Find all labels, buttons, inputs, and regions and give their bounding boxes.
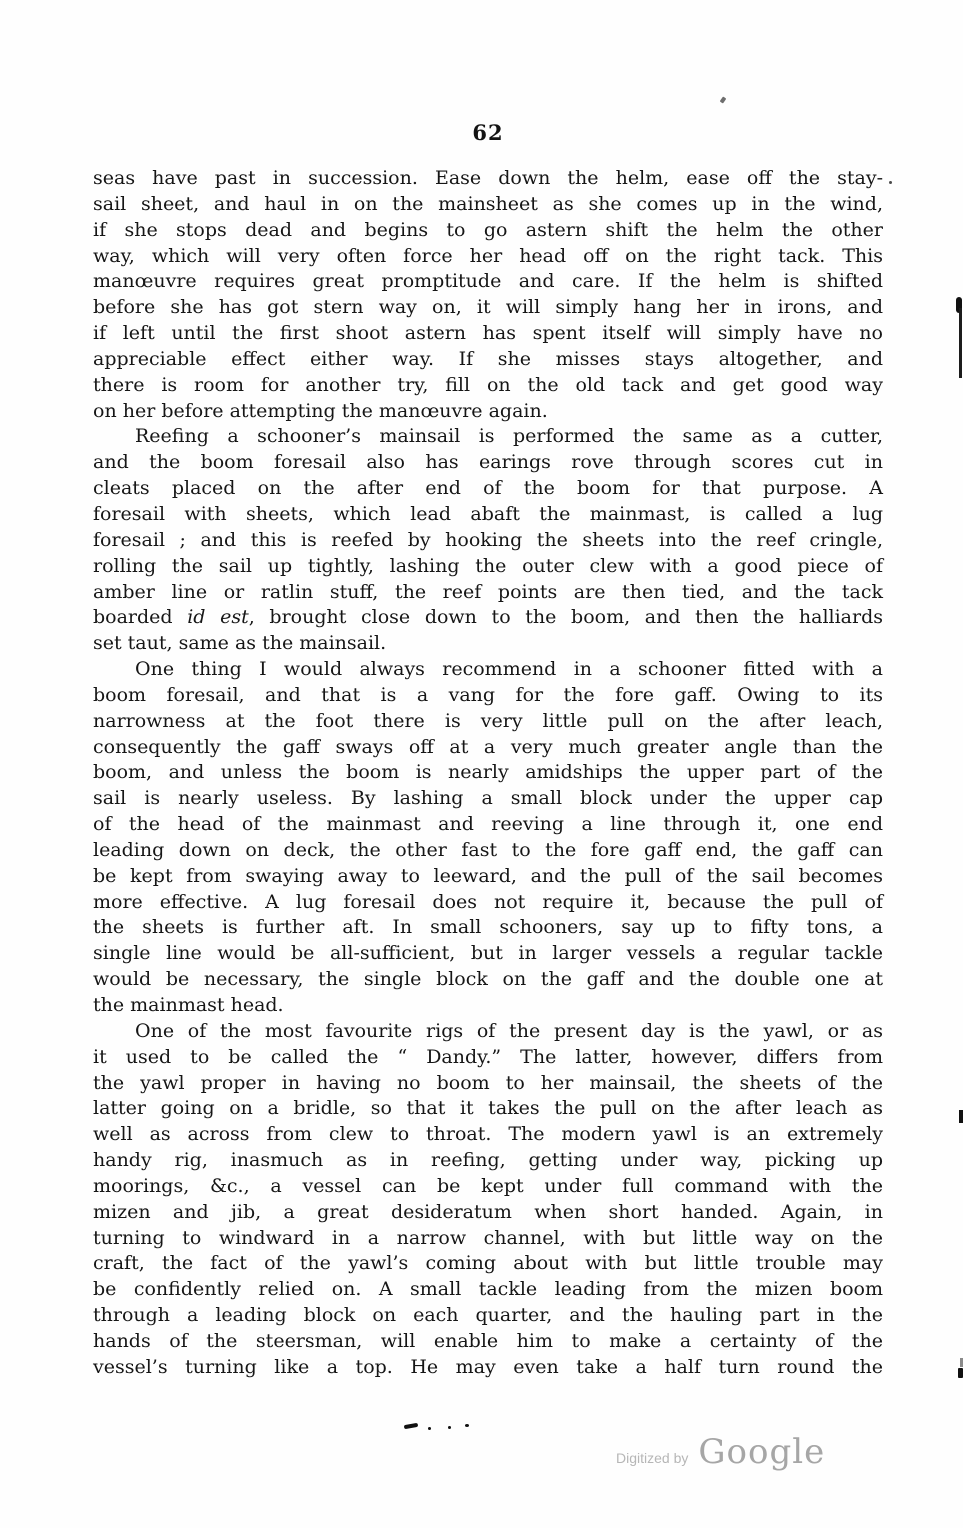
scan-artifact-bottom-dot — [428, 1427, 431, 1430]
scan-artifact-bottom-dot — [465, 1424, 469, 1427]
text-line: if she stops dead and begins to go astern shift the helm the other — [93, 218, 883, 241]
page-number: 62 — [472, 120, 504, 145]
text-line: and the boom foresail also has earings rove through scores cut in — [93, 451, 883, 474]
text-line: manœuvre requires great promptitude and care. If the helm is shifted — [93, 270, 883, 293]
text-line: handy rig, inasmuch as in reefing, getting under way, picking up — [93, 1149, 883, 1172]
text-line: set taut, same as the mainsail. — [93, 632, 387, 655]
text-line: amber line or ratlin stuff, the reef points are then tied, and the tack — [93, 580, 883, 603]
text-line: on her before attempting the manœuvre again. — [93, 399, 548, 422]
watermark-prefix-label: Digitized by — [616, 1450, 689, 1466]
text-line: it used to be called the “ Dandy.” The latter, however, differs from — [93, 1045, 883, 1068]
scan-artifact-bottom-dot — [448, 1426, 451, 1429]
google-logo: Google — [698, 1432, 826, 1472]
text-line: be kept from swaying away to leeward, and the pull of the sail becomes — [93, 864, 883, 887]
text-line: the mainmast head. — [93, 994, 284, 1016]
scan-artifact-top-speck — [720, 96, 727, 103]
text-line: boom, and unless the boom is nearly amidships the upper part of the — [93, 761, 883, 784]
text-line: consequently the gaff sways off at a very much greater angle than the — [93, 735, 883, 758]
scan-artifact-right-edge-tick — [959, 1110, 963, 1123]
text-line: there is room for another try, fill on the old tack and get good way — [93, 373, 883, 396]
text-line: One thing I would always recommend in a schooner fitted with a — [135, 658, 883, 681]
text-line: hands of the steersman, will enable him to make a certainty of the — [93, 1329, 883, 1352]
text-line: before she has got stern way on, it will simply hang her in irons, and — [93, 296, 883, 319]
text-line: mizen and jib, a great desideratum when short handed. Again, in — [93, 1200, 883, 1223]
text-line: be confidently relied on. A small tackle leading from the mizen boom — [93, 1278, 883, 1301]
text-line: One of the most favourite rigs of the present day is the yawl, or as — [135, 1019, 883, 1042]
text-line: foresail with sheets, which lead abaft the mainmast, is called a lug — [93, 502, 883, 525]
text-block — [93, 166, 883, 1381]
text-line: if left until the first shoot astern has spent itself will simply have no — [93, 322, 883, 345]
text-line: the yawl proper in having no boom to her mainsail, the sheets of the — [93, 1071, 883, 1094]
text-line: appreciable effect either way. If she misses stays altogether, and — [93, 347, 883, 370]
text-line: boarded id est, brought close down to the boom, and then the halliards — [93, 606, 883, 629]
text-line: vessel’s turning like a top. He may even take a half turn round the — [93, 1355, 883, 1378]
digitized-by-watermark — [616, 1432, 825, 1472]
text-line: foresail ; and this is reefed by hooking the sheets into the reef cringle, — [93, 528, 883, 551]
text-line: seas have past in succession. Ease down the helm, ease off the stay- — [93, 167, 883, 189]
text-line: would be necessary, the single block on the gaff and the double one at — [93, 968, 883, 991]
text-line: single line would be all-sufficient, but in larger vessels a regular tackle — [93, 942, 883, 965]
text-line: way, which will very often force her head off on the right tack. This — [93, 244, 883, 267]
text-line: cleats placed on the after end of the boom for that purpose. A — [93, 477, 883, 500]
text-line: narrowness at the foot there is very little pull on the after leach, — [93, 709, 883, 732]
text-line: sail is nearly useless. By lashing a small block under the upper cap — [93, 787, 883, 810]
text-line: sail sheet, and haul in on the mainsheet as she comes up in the wind, — [93, 192, 883, 215]
scan-artifact-line1-dot — [889, 181, 892, 184]
text-line: rolling the sail up tightly, lashing the outer clew with a good piece of — [93, 554, 883, 577]
text-line: of the head of the mainmast and reeving a line through it, one end — [93, 813, 883, 836]
text-line: well as across from clew to throat. The modern yawl is an extremely — [93, 1123, 883, 1146]
text-line: turning to windward in a narrow channel, with but little way on the — [93, 1226, 883, 1249]
text-line: more effective. A lug foresail does not require it, because the pull of — [93, 890, 883, 913]
scan-artifact-right-edge-line — [959, 308, 962, 378]
scan-artifact-right-edge-mark — [958, 1368, 963, 1378]
text-line: craft, the fact of the yawl’s coming about with but little trouble may — [93, 1252, 883, 1275]
text-line: the sheets is further aft. In small schooners, say up to fifty tons, a — [93, 916, 883, 939]
text-line: moorings, &c., a vessel can be kept under full command with the — [93, 1174, 883, 1197]
text-line: leading down on deck, the other fast to the fore gaff end, the gaff can — [93, 838, 883, 861]
text-line: Reefing a schooner’s mainsail is performed the same as a cutter, — [135, 425, 883, 448]
text-line: boom foresail, and that is a vang for the fore gaff. Owing to its — [93, 683, 883, 706]
scan-artifact-bottom-dash — [404, 1423, 418, 1429]
text-line: through a leading block on each quarter, and the hauling part in the — [93, 1304, 883, 1327]
text-line: latter going on a bridle, so that it takes the pull on the after leach as — [93, 1097, 883, 1120]
